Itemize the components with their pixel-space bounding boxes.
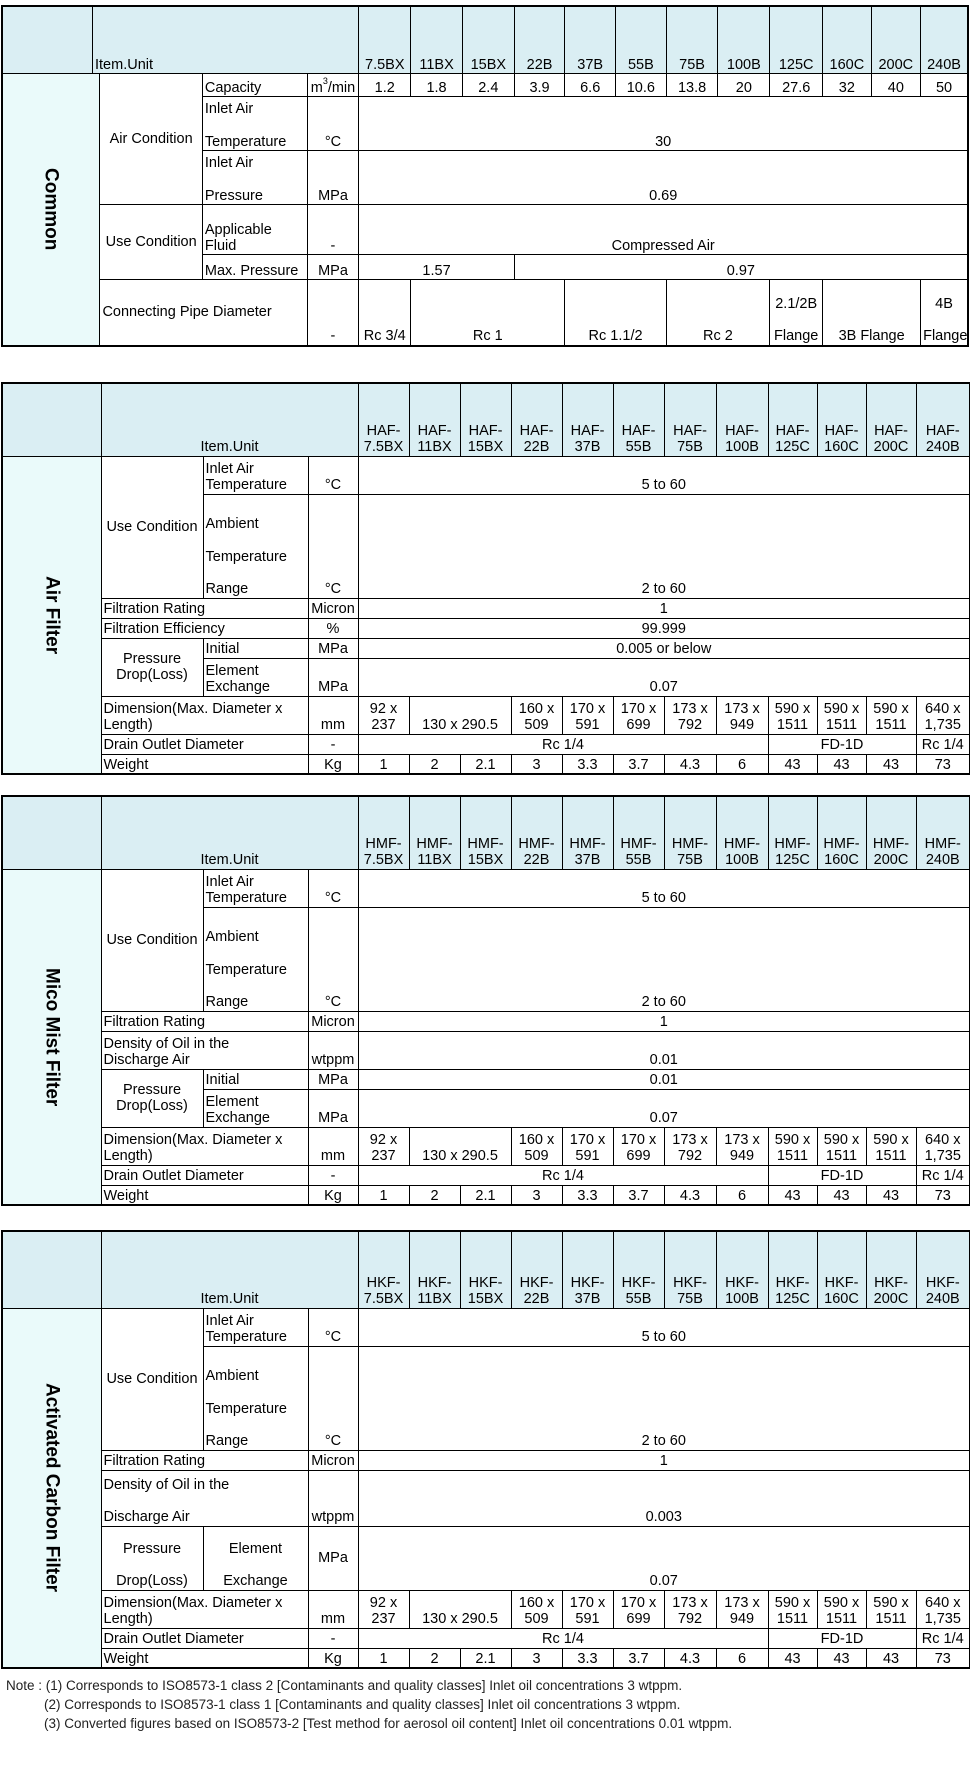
section-corner [2, 383, 101, 456]
model-header: HAF- 7.5BX [358, 383, 409, 456]
drain-value: Rc 1/4 [358, 1165, 768, 1185]
model-header: 75B [666, 6, 718, 74]
model-header: HMF- 11BX [409, 796, 460, 869]
section-corner [2, 796, 101, 869]
capacity-value: 13.8 [666, 74, 718, 97]
wtppm-unit: wtppm [308, 1031, 358, 1069]
kg-unit: Kg [308, 1185, 358, 1205]
mm-unit: mm [308, 696, 358, 734]
drain-value: Rc 1/4 [916, 1628, 970, 1648]
capacity-value: 1.2 [359, 74, 411, 97]
pipe-value-flange: 4B Flange [921, 280, 968, 346]
kg-unit: Kg [308, 754, 358, 774]
temp-unit: °C [308, 869, 358, 907]
weight-value: 1 [358, 754, 409, 774]
capacity-unit: $m^3/\min$ [307, 74, 359, 97]
weight-value: 43 [866, 1185, 916, 1205]
max-pressure-label: Max. Pressure [202, 255, 307, 280]
weight-label: Weight [101, 1648, 308, 1668]
model-header: HAF- 75B [664, 383, 716, 456]
dimension-value: 130 x 290.5 [409, 1590, 511, 1628]
pressure-unit: MPa [307, 151, 359, 205]
model-header: HKF- 7.5BX [358, 1231, 409, 1308]
dimension-label: Dimension(Max. Diameter x Length) [101, 696, 308, 734]
weight-value: 73 [916, 1185, 970, 1205]
max-pressure-value-b: 0.97 [514, 255, 968, 280]
model-header: 37B [565, 6, 616, 74]
dimension-value: 590 x 1511 [768, 696, 817, 734]
model-header: HAF- 240B [916, 383, 970, 456]
max-pressure-unit: MPa [307, 255, 359, 280]
model-header: 200C [871, 6, 921, 74]
model-header: 7.5BX [359, 6, 411, 74]
model-header: HMF- 22B [511, 796, 562, 869]
weight-value: 3 [511, 754, 562, 774]
oil-density-label: Density of Oil in the Discharge Air [101, 1031, 308, 1069]
model-header: HAF- 11BX [409, 383, 460, 456]
inlet-temp-value: 30 [359, 97, 968, 151]
element-exchange-label: Element Exchange [203, 658, 308, 696]
dimension-value: 170 x 591 [562, 696, 613, 734]
capacity-value: 10.6 [616, 74, 667, 97]
weight-value: 1 [358, 1185, 409, 1205]
model-header: HAF- 100B [716, 383, 768, 456]
dimension-value: 640 x 1,735 [916, 1590, 970, 1628]
capacity-value: 2.4 [462, 74, 514, 97]
dimension-value: 590 x 1511 [866, 696, 916, 734]
inlet-air-temp-label: Inlet Air Temperature [203, 1308, 308, 1346]
dimension-value: 160 x 509 [511, 696, 562, 734]
air-filter-table [1, 382, 970, 775]
model-header: HAF- 200C [866, 383, 916, 456]
model-header: 125C [770, 6, 823, 74]
weight-value: 1 [358, 1648, 409, 1668]
model-header: HKF- 15BX [460, 1231, 511, 1308]
weight-value: 3 [511, 1185, 562, 1205]
dimension-value: 173 x 792 [664, 696, 716, 734]
dimension-value: 590 x 1511 [817, 696, 866, 734]
capacity-value: 3.9 [514, 74, 565, 97]
element-exchange-value: 0.07 [358, 658, 970, 696]
pressure-drop-label: Pressure Drop(Loss) [101, 1069, 203, 1127]
use-condition-label: Use Condition [101, 869, 203, 1011]
weight-value: 2.1 [460, 1648, 511, 1668]
model-header: HAF- 125C [768, 383, 817, 456]
pipe-value: Rc 2 [666, 280, 770, 346]
fluid-unit: - [307, 205, 359, 255]
weight-value: 43 [817, 1185, 866, 1205]
max-pressure-value-a: 1.57 [359, 255, 514, 280]
dimension-value: 173 x 949 [716, 696, 768, 734]
temp-unit: °C [308, 1308, 358, 1346]
weight-value: 3.3 [562, 754, 613, 774]
model-header: 22B [514, 6, 565, 74]
capacity-value: 27.6 [770, 74, 823, 97]
model-header: HMF- 75B [664, 796, 716, 869]
footnote-2: (2) Corresponds to ISO8573-1 class 1 [Contaminants and quality classes] Inlet oil concentrations 3 wtppm. [44, 1697, 681, 1713]
drain-value: FD-1D [768, 734, 916, 754]
weight-value: 2.1 [460, 754, 511, 774]
model-header: HKF- 125C [768, 1231, 817, 1308]
dimension-value: 590 x 1511 [817, 1127, 866, 1165]
initial-label: Initial [203, 638, 308, 658]
model-header: 100B [718, 6, 770, 74]
percent-unit: % [308, 618, 358, 638]
model-header: HMF- 15BX [460, 796, 511, 869]
drain-value: Rc 1/4 [916, 1165, 970, 1185]
carbon-filter-table [1, 1230, 970, 1669]
filtration-rating-value: 1 [358, 1450, 970, 1470]
dimension-value: 590 x 1511 [768, 1127, 817, 1165]
capacity-value: 6.6 [565, 74, 616, 97]
model-header: HKF- 75B [664, 1231, 716, 1308]
model-header: HMF- 200C [866, 796, 916, 869]
weight-value: 3.7 [613, 754, 664, 774]
weight-value: 4.3 [664, 1185, 716, 1205]
capacity-value: 20 [718, 74, 770, 97]
fluid-value: Compressed Air [359, 205, 968, 255]
inlet-air-temp-label: Inlet Air Temperature [203, 869, 308, 907]
filtration-rating-label: Filtration Rating [101, 1011, 308, 1031]
footnote-3: (3) Converted figures based on ISO8573-2 [Test method for aerosol oil content] Inlet oil concentrations 0.01 wtppm. [44, 1716, 733, 1732]
dimension-value: 173 x 949 [716, 1127, 768, 1165]
weight-value: 6 [716, 1185, 768, 1205]
model-header: HMF- 160C [817, 796, 866, 869]
dimension-value: 92 x 237 [358, 1127, 409, 1165]
mm-unit: mm [308, 1127, 358, 1165]
weight-value: 43 [768, 1648, 817, 1668]
pipe-value: 3B Flange [823, 280, 921, 346]
use-condition-label: Use Condition [100, 205, 202, 280]
capacity-value: 32 [823, 74, 871, 97]
dimension-value: 590 x 1511 [817, 1590, 866, 1628]
model-header: HAF- 22B [511, 383, 562, 456]
model-header: HKF- 11BX [409, 1231, 460, 1308]
item-unit-label: Item.Unit [101, 383, 358, 456]
temp-unit: °C [308, 907, 358, 1011]
section-label-carbon-filter: Activated Carbon Filter [2, 1308, 101, 1668]
dimension-value: 130 x 290.5 [409, 1127, 511, 1165]
capacity-value: 40 [871, 74, 921, 97]
model-header: HMF- 37B [562, 796, 613, 869]
filtration-rating-label: Filtration Rating [101, 598, 308, 618]
weight-label: Weight [101, 1185, 308, 1205]
weight-value: 2 [409, 1185, 460, 1205]
air-condition-label: Air Condition [100, 74, 202, 205]
dimension-label: Dimension(Max. Diameter x Length) [101, 1590, 308, 1628]
mpa-unit: MPa [308, 1069, 358, 1089]
drain-value: Rc 1/4 [358, 734, 768, 754]
dimension-value: 160 x 509 [511, 1127, 562, 1165]
temp-unit: °C [308, 1346, 358, 1450]
micron-unit: Micron [308, 598, 358, 618]
mpa-unit: MPa [308, 1526, 358, 1590]
initial-value: 0.01 [358, 1069, 970, 1089]
element-exchange-value: 0.07 [358, 1526, 970, 1590]
weight-value: 3.3 [562, 1648, 613, 1668]
model-header: 55B [616, 6, 667, 74]
kg-unit: Kg [308, 1648, 358, 1668]
model-header: HKF- 200C [866, 1231, 916, 1308]
initial-label: Initial [203, 1069, 308, 1089]
drain-value: FD-1D [768, 1628, 916, 1648]
pipe-diameter-label: Connecting Pipe Diameter [100, 280, 307, 346]
section-label-air-filter: Air Filter [2, 456, 101, 774]
inlet-temp-value: 5 to 60 [358, 456, 970, 494]
drain-outlet-label: Drain Outlet Diameter [101, 1628, 308, 1648]
weight-value: 6 [716, 754, 768, 774]
footnotes [6, 1676, 732, 1733]
drain-value: Rc 1/4 [916, 734, 970, 754]
inlet-air-temp-label: Inlet Air Temperature [203, 456, 308, 494]
pipe-value: Rc 1.1/2 [565, 280, 666, 346]
model-header: HMF- 7.5BX [358, 796, 409, 869]
item-unit-label: Item.Unit [101, 1231, 358, 1308]
section-label-common: Common [2, 74, 100, 346]
filtration-efficiency-value: 99.999 [358, 618, 970, 638]
ambient-temp-value: 2 to 60 [358, 494, 970, 598]
pressure-drop-label: Pressure Drop(Loss) [101, 1526, 203, 1590]
weight-value: 6 [716, 1648, 768, 1668]
inlet-temp-value: 5 to 60 [358, 869, 970, 907]
model-header: HKF- 100B [716, 1231, 768, 1308]
inlet-air-pressure-label: Inlet Air Pressure [202, 151, 307, 205]
weight-value: 2 [409, 1648, 460, 1668]
pipe-value-flange: 2.1/2B Flange [770, 280, 823, 346]
initial-value: 0.005 or below [358, 638, 970, 658]
weight-value: 3 [511, 1648, 562, 1668]
ambient-temp-range-label: Ambient Temperature Range [203, 907, 308, 1011]
pipe-value: Rc 1 [411, 280, 565, 346]
dimension-value: 173 x 792 [664, 1590, 716, 1628]
drain-unit: - [308, 1165, 358, 1185]
weight-label: Weight [101, 754, 308, 774]
dimension-value: 160 x 509 [511, 1590, 562, 1628]
weight-value: 43 [866, 754, 916, 774]
ambient-temp-range-label: Ambient Temperature Range [203, 494, 308, 598]
dimension-value: 170 x 591 [562, 1127, 613, 1165]
mist-filter-table [1, 795, 970, 1206]
common-spec-table [1, 5, 969, 347]
applicable-fluid-label: Applicable Fluid [202, 205, 307, 255]
micron-unit: Micron [308, 1450, 358, 1470]
model-header: 15BX [462, 6, 514, 74]
dimension-value: 170 x 699 [613, 1590, 664, 1628]
use-condition-label: Use Condition [101, 1308, 203, 1450]
pipe-unit: - [307, 280, 359, 346]
pressure-drop-label: Pressure Drop(Loss) [101, 638, 203, 696]
temp-unit: °C [307, 97, 359, 151]
filtration-rating-value: 1 [358, 598, 970, 618]
ambient-temp-value: 2 to 60 [358, 907, 970, 1011]
model-header: HKF- 22B [511, 1231, 562, 1308]
model-header: HAF- 160C [817, 383, 866, 456]
model-header: HAF- 15BX [460, 383, 511, 456]
weight-value: 43 [768, 1185, 817, 1205]
model-header: 11BX [411, 6, 463, 74]
ambient-temp-value: 2 to 60 [358, 1346, 970, 1450]
item-unit-label: Item.Unit [95, 56, 154, 73]
mpa-unit: MPa [308, 658, 358, 696]
temp-unit: °C [308, 456, 358, 494]
weight-value: 2.1 [460, 1185, 511, 1205]
model-header: HMF- 240B [916, 796, 970, 869]
dimension-value: 170 x 591 [562, 1590, 613, 1628]
capacity-label: Capacity [202, 74, 307, 97]
element-exchange-label: Element Exchange [203, 1089, 308, 1127]
weight-value: 2 [409, 754, 460, 774]
filtration-efficiency-label: Filtration Efficiency [101, 618, 308, 638]
dimension-value: 640 x 1,735 [916, 696, 970, 734]
weight-value: 4.3 [664, 1648, 716, 1668]
pipe-value: Rc 3/4 [359, 280, 411, 346]
drain-outlet-label: Drain Outlet Diameter [101, 734, 308, 754]
drain-unit: - [308, 1628, 358, 1648]
mm-unit: mm [308, 1590, 358, 1628]
weight-value: 3.7 [613, 1185, 664, 1205]
oil-density-label: Density of Oil in the Discharge Air [101, 1470, 308, 1526]
model-header: HKF- 240B [916, 1231, 970, 1308]
weight-value: 43 [866, 1648, 916, 1668]
element-exchange-label: Element Exchange [203, 1526, 308, 1590]
weight-value: 3.7 [613, 1648, 664, 1668]
model-header: HKF- 55B [613, 1231, 664, 1308]
dimension-value: 130 x 290.5 [409, 696, 511, 734]
ambient-temp-range-label: Ambient Temperature Range [203, 1346, 308, 1450]
dimension-value: 590 x 1511 [768, 1590, 817, 1628]
dimension-value: 173 x 949 [716, 1590, 768, 1628]
footnote-1: Note : (1) Corresponds to ISO8573-1 class 2 [Contaminants and quality classes] Inlet oil concentrations 3 wtppm. [6, 1678, 683, 1693]
dimension-value: 640 x 1,735 [916, 1127, 970, 1165]
weight-value: 43 [768, 754, 817, 774]
item-unit-label: Item.Unit [101, 796, 358, 869]
model-header: HAF- 55B [613, 383, 664, 456]
oil-density-value: 0.003 [358, 1470, 970, 1526]
inlet-pressure-value: 0.69 [359, 151, 968, 205]
model-header: HMF- 100B [716, 796, 768, 869]
drain-value: FD-1D [768, 1165, 916, 1185]
dimension-value: 170 x 699 [613, 1127, 664, 1165]
weight-value: 43 [817, 754, 866, 774]
inlet-temp-value: 5 to 60 [358, 1308, 970, 1346]
micron-unit: Micron [308, 1011, 358, 1031]
section-corner [2, 1231, 101, 1308]
dimension-label: Dimension(Max. Diameter x Length) [101, 1127, 308, 1165]
inlet-air-temp-label: Inlet Air Temperature [202, 97, 307, 151]
temp-unit: °C [308, 494, 358, 598]
capacity-value: 50 [921, 74, 968, 97]
weight-value: 43 [817, 1648, 866, 1668]
model-header: HMF- 125C [768, 796, 817, 869]
drain-unit: - [308, 734, 358, 754]
filtration-rating-label: Filtration Rating [101, 1450, 308, 1470]
element-exchange-value: 0.07 [358, 1089, 970, 1127]
model-header: 240B [921, 6, 968, 74]
weight-value: 73 [916, 1648, 970, 1668]
model-header: HKF- 37B [562, 1231, 613, 1308]
dimension-value: 92 x 237 [358, 1590, 409, 1628]
model-header: HAF- 37B [562, 383, 613, 456]
dimension-value: 173 x 792 [664, 1127, 716, 1165]
model-header: HKF- 160C [817, 1231, 866, 1308]
capacity-value: 1.8 [411, 74, 463, 97]
dimension-value: 92 x 237 [358, 696, 409, 734]
weight-value: 3.3 [562, 1185, 613, 1205]
drain-outlet-label: Drain Outlet Diameter [101, 1165, 308, 1185]
dimension-value: 590 x 1511 [866, 1590, 916, 1628]
mpa-unit: MPa [308, 1089, 358, 1127]
weight-value: 4.3 [664, 754, 716, 774]
common-header-label [2, 6, 359, 74]
dimension-value: 170 x 699 [613, 696, 664, 734]
mpa-unit: MPa [308, 638, 358, 658]
model-header: 160C [823, 6, 871, 74]
filtration-rating-value: 1 [358, 1011, 970, 1031]
oil-density-value: 0.01 [358, 1031, 970, 1069]
use-condition-label: Use Condition [101, 456, 203, 598]
wtppm-unit: wtppm [308, 1470, 358, 1526]
drain-value: Rc 1/4 [358, 1628, 768, 1648]
model-header: HMF- 55B [613, 796, 664, 869]
dimension-value: 590 x 1511 [866, 1127, 916, 1165]
weight-value: 73 [916, 754, 970, 774]
section-label-mist-filter: Mico Mist Filter [2, 869, 101, 1205]
